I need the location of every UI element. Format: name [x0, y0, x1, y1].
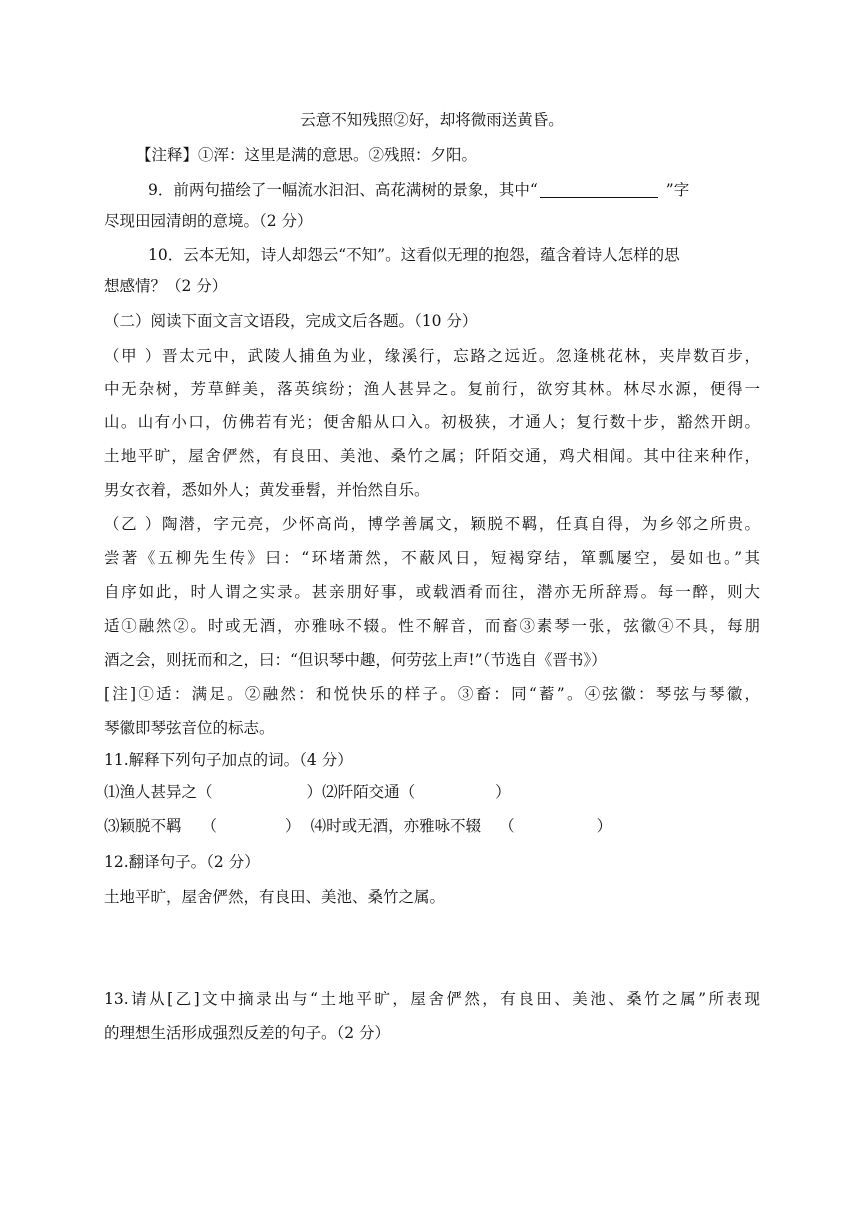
question-9-line-2: 尽现田园清朗的意境。（2 分）: [104, 212, 313, 230]
q11-item-2-close: ）: [495, 783, 511, 801]
question-13-line-1: 13.请从[乙]文中摘录出与“土地平旷，屋舍俨然，有良田、美池、桑竹之属”所表现: [104, 990, 760, 1008]
question-10-line-1: 10．云本无知，诗人却怨云“不知”。这看似无理的抱怨，蕴含着诗人怎样的思: [148, 246, 680, 264]
q11-item-3-text: ⑶颖脱不: [104, 817, 167, 835]
passage-jia-line: 山。山有小口，仿佛若有光；便舍船从口入。初极狭，才通人；复行数十步，豁然开朗。: [104, 413, 760, 431]
q11-item-4-dotted-char: 辍: [466, 811, 482, 841]
q11-item-1-close: ）: [306, 783, 323, 801]
poem-last-line: 云意不知残照②好，却将微雨送黄昏。: [300, 111, 564, 129]
q9-text-1: 9．前两句描绘了一幅流水汩汩、高花满树的景象，其中“: [148, 181, 538, 199]
question-11-row-2: [104, 811, 760, 841]
q11-item-3-close: ）: [285, 817, 301, 835]
q11-item-1-open: 之（: [181, 783, 213, 801]
q11-item-4-text: ⑷时或无酒，亦雅咏不: [310, 817, 466, 835]
question-10-line-2: 想感情？（2 分）: [104, 277, 228, 295]
q11-item-2-open: （: [399, 783, 416, 801]
passage-jia-line: （甲 ）晋太元中，武陵人捕鱼为业，缘溪行，忘路之远近。忽逢桃花林，夹岸数百步，: [104, 347, 760, 365]
q11-item-4-open: （: [499, 817, 515, 835]
q9-answer-blank[interactable]: [540, 179, 658, 198]
passage-jia-line: 男女衣着，悉如外人；黄发垂髫，并怡然自乐。: [104, 481, 430, 499]
q11-item-2-text: ⑵阡陌: [322, 783, 369, 801]
question-9-line-1: [148, 175, 760, 205]
q11-item-1-text: ⑴渔人甚: [104, 783, 167, 801]
q11-item-2-dotted-char: 交: [369, 777, 385, 807]
poem-notes: 【注释】①浑：这里是满的意思。②残照：夕阳。: [136, 146, 478, 164]
passage-yi-notes-line-1: [注]①适：满足。②融然：和悦快乐的样子。③畜：同“蓄”。④弦徽：琴弦与琴徽，: [104, 685, 760, 703]
q11-item-4-close: ）: [596, 817, 613, 835]
question-13-line-2: 的理想生活形成强烈反差的句子。（2 分）: [104, 1024, 391, 1042]
passage-yi-line: （乙 ）陶潜，字元亮，少怀高尚，博学善属文，颖脱不羁，任真自得，为乡邻之所贵。: [104, 515, 760, 533]
question-12-sentence: 土地平旷，屋舍俨然，有良田、美池、桑竹之属。: [104, 888, 446, 906]
q9-text-2: ”字: [665, 181, 690, 199]
passage-yi-line: 酒之会，则抚而和之，曰：“但识琴中趣，何劳弦上声!”（节选自《晋书》）: [104, 651, 607, 669]
passage-yi-line: 适①融然②。时或无酒，亦雅咏不辍。性不解音，而畜③素琴一张，弦徽④不具，每朋: [104, 617, 760, 635]
question-12-title: 12.翻译句子。（2 分）: [104, 853, 260, 871]
passage-jia-line: 中无杂树，芳草鲜美，落英缤纷；渔人甚异之。复前行，欲穷其林。林尽水源，便得一: [104, 380, 760, 398]
passage-jia-line: 土地平旷，屋舍俨然，有良田、美池、桑竹之属；阡陌交通，鸡犬相闻。其中往来种作，: [104, 447, 760, 465]
q11-item-1-dotted-char: 异: [166, 777, 182, 807]
q11-item-3-open: （: [201, 817, 218, 835]
q11-item-3-dotted-char: 羁: [166, 811, 182, 841]
passage-yi-line: 尝著《五柳先生传》曰：“环堵萧然，不蔽风日，短褐穿结，箪瓢屡空，晏如也。”其: [104, 549, 760, 567]
q11-item-2-dotted-char: 通: [384, 777, 400, 807]
question-11-title: 11.解释下列句子加点的词。（4 分）: [104, 751, 353, 769]
section-2-heading: （二）阅读下面文言文语段，完成文后各题。（10 分）: [104, 312, 478, 330]
passage-yi-line: 自序如此，时人谓之实录。甚亲朋好事，或载酒肴而往，潜亦无所辞焉。每一醉，则大: [104, 583, 760, 601]
question-11-row-1: [104, 777, 760, 807]
passage-yi-notes-line-2: 琴徽即琴弦音位的标志。: [104, 719, 275, 737]
